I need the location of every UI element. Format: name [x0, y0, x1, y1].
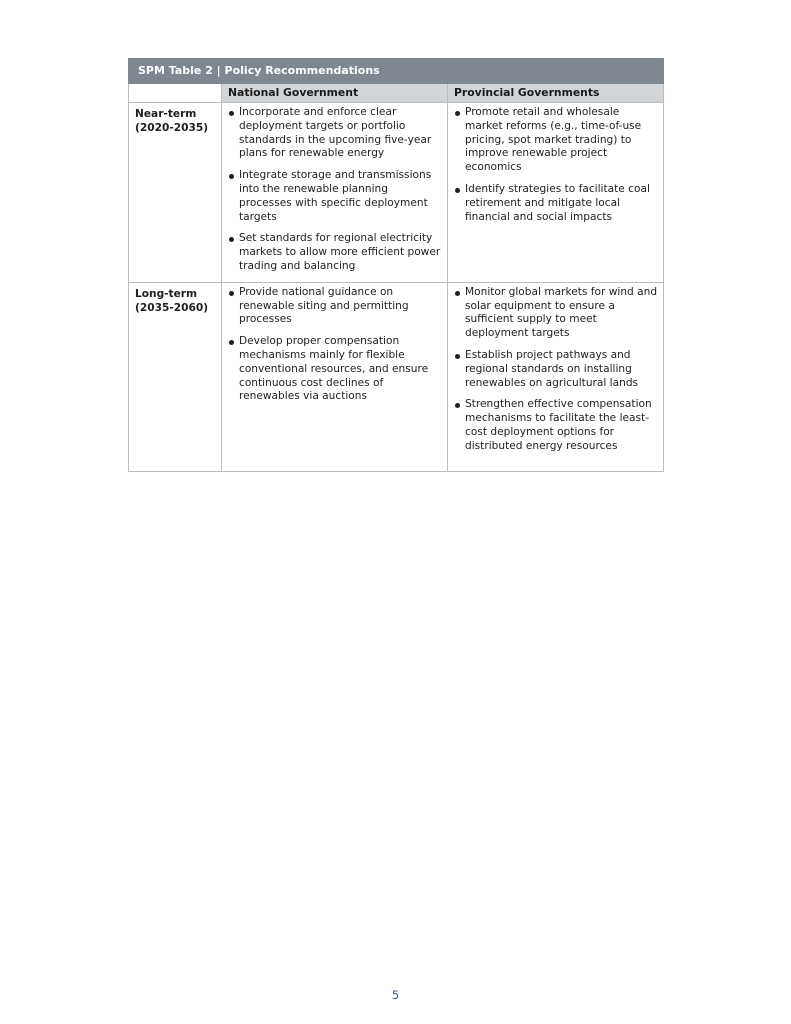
term-label: Near-term [135, 108, 197, 120]
list-item: Identify strategies to facilitate coal retirement and mitigate local financial and social impacts [453, 183, 659, 224]
table-title: SPM Table 2 | Policy Recommendations [129, 59, 664, 84]
list-item: Promote retail and wholesale market reforms (e.g., time-of-use pricing, spot market trading) to improve renewable project economics [453, 106, 659, 175]
recommendation-list [227, 106, 443, 274]
list-item: Set standards for regional electricity markets to allow more efficient power trading and balancing [227, 232, 443, 273]
recommendation-list [453, 106, 659, 224]
provincial-recommendations-cell [448, 282, 664, 471]
provincial-recommendations-cell [448, 103, 664, 283]
policy-recommendations-table [128, 58, 664, 472]
recommendation-list [453, 286, 659, 454]
page-number: 5 [391, 988, 400, 1002]
list-item: Develop proper compensation mechanisms mainly for flexible conventional resources, and ensure continuous cost declines of renewables via auctions [227, 335, 443, 404]
list-item: Integrate storage and transmissions into the renewable planning processes with specific deployment targets [227, 169, 443, 224]
term-period: (2020-2035) [135, 121, 209, 134]
term-period: (2035-2060) [135, 301, 209, 314]
table-row [129, 103, 664, 283]
list-item: Provide national guidance on renewable siting and permitting processes [227, 286, 443, 327]
recommendation-list [227, 286, 443, 404]
list-item: Strengthen effective compensation mechanisms to facilitate the least-cost deployment options for distributed energy resources [453, 398, 659, 453]
table-row [129, 282, 664, 471]
table-title-row [129, 59, 664, 84]
term-label: Long-term [135, 287, 198, 300]
list-item: Incorporate and enforce clear deployment targets or portfolio standards in the upcoming five-year plans for renewable energy [227, 106, 443, 161]
column-header-provincial: Provincial Governments [448, 84, 664, 103]
table-header-row [129, 84, 664, 103]
term-cell [129, 282, 222, 471]
list-item: Monitor global markets for wind and solar equipment to ensure a sufficient supply to meet deployment targets [453, 286, 659, 341]
column-header-blank [129, 84, 222, 103]
term-cell [129, 103, 222, 283]
national-recommendations-cell [222, 103, 448, 283]
list-item: Establish project pathways and regional standards on installing renewables on agricultural lands [453, 349, 659, 390]
national-recommendations-cell [222, 282, 448, 471]
column-header-national: National Government [222, 84, 448, 103]
